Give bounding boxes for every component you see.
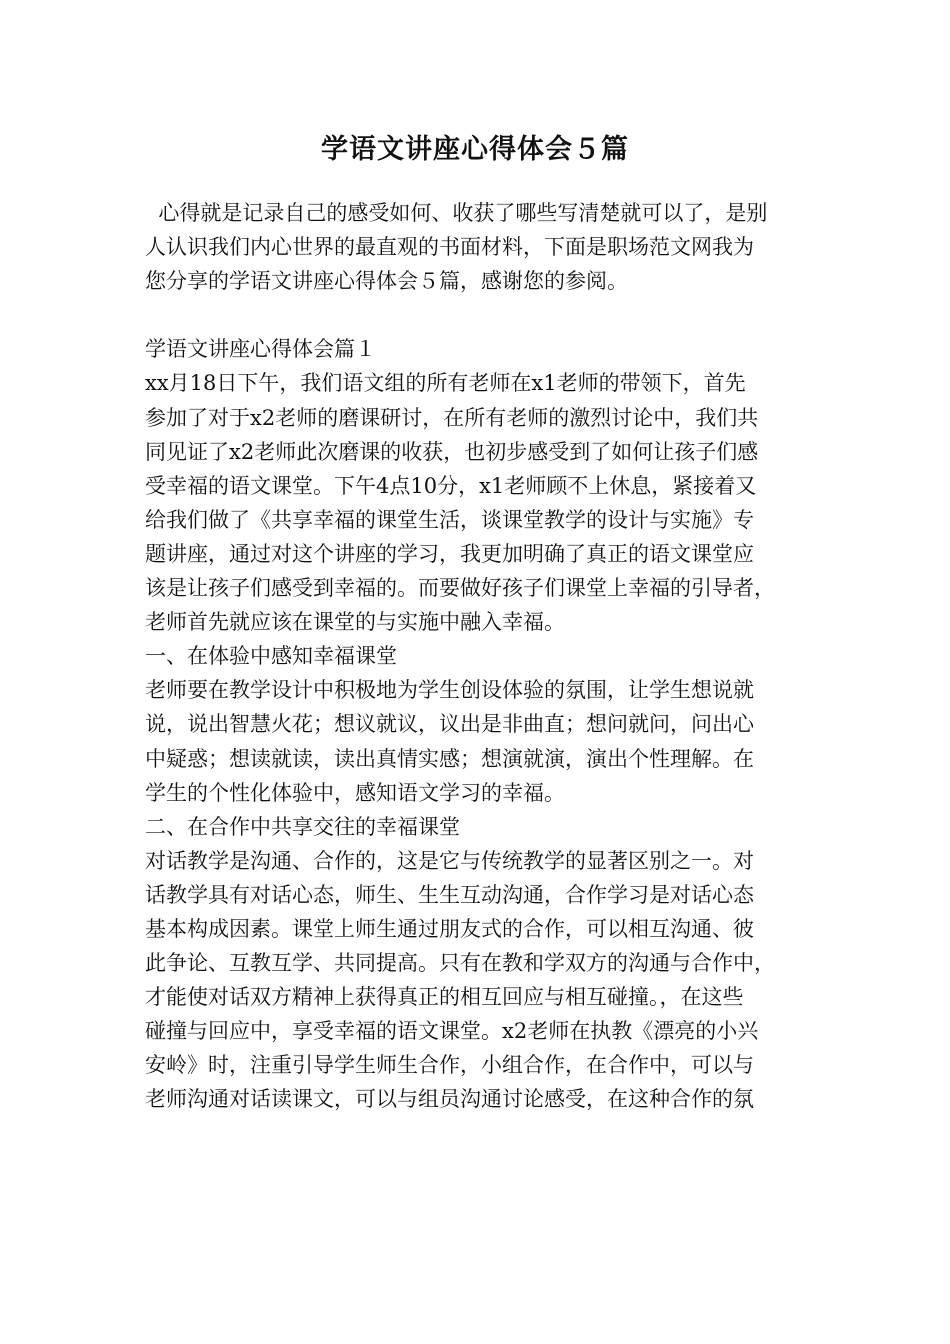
paragraph-spacer [145,298,825,332]
body-line: 安岭》时，注重引导学生师生合作，小组合作，在合作中，可以与 [145,1053,754,1078]
body-line: 该是让孩子们感受到幸福的。而要做好孩子们课堂上幸福的引导者， [145,576,775,601]
body-line: 此争论、互教互学、共同提高。只有在教和学双方的沟通与合作中， [145,951,775,976]
body-line: 题讲座，通过对这个讲座的学习，我更加明确了真正的语文课堂应 [145,541,754,566]
subheading-1: 一、在体验中感知幸福课堂 [145,644,397,669]
section-body [145,366,825,1116]
body-line: 给我们做了《共享幸福的课堂生活，谈课堂教学的设计与实施》专 [145,507,754,532]
body-line: 同见证了x2老师此次磨课的收获，也初步感受到了如何让孩子们感 [145,439,759,464]
subheading-2: 二、在合作中共享交往的幸福课堂 [145,814,460,839]
body-line: 老师要在教学设计中积极地为学生创设体验的氛围，让学生想说就 [145,678,754,703]
body-line: 老师首先就应该在课堂的与实施中融入幸福。 [145,610,565,635]
intro-line: 心得就是记录自己的感受如何、收获了哪些写清楚就可以了，是别 [145,201,768,225]
body-line: 基本构成因素。课堂上师生通过朋友式的合作，可以相互沟通、彼 [145,916,754,941]
intro-line: 人认识我们内心世界的最直观的书面材料，下面是职场范文网我为 [145,235,754,260]
body-line: 老师沟通对话读课文，可以与组员沟通讨论感受，在这种合作的氛 [145,1087,754,1112]
intro-paragraph [145,196,825,298]
body-line: 学生的个性化体验中，感知语文学习的幸福。 [145,780,565,805]
document-body [145,196,825,1117]
document-title: 学语文讲座心得体会５篇 [321,134,629,165]
body-line: 受幸福的语文课堂。下午4点10分，x1老师顾不上休息，紧接着又 [145,473,757,498]
body-line: xx月18日下午，我们语文组的所有老师在x1老师的带领下，首先 [145,371,746,396]
section-heading: 学语文讲座心得体会篇１ [145,337,376,362]
body-line: 话教学具有对话心态，师生、生生互动沟通，合作学习是对话心态 [145,882,754,907]
body-line: 才能使对话双方精神上获得真正的相互回应与相互碰撞。，在这些 [145,985,744,1010]
body-line: 碰撞与回应中，享受幸福的语文课堂。x2老师在执教《漂亮的小兴 [145,1019,759,1044]
intro-line: 您分享的学语文讲座心得体会５篇，感谢您的参阅。 [145,269,628,294]
body-line: 参加了对于x2老师的磨课研讨，在所有老师的激烈讨论中，我们共 [145,405,759,430]
body-line: 中疑惑；想读就读，读出真情实感；想演就演，演出个性理解。在 [145,746,754,771]
body-line: 对话教学是沟通、合作的，这是它与传统教学的显著区别之一。对 [145,848,754,873]
body-line: 说，说出智慧火花；想议就议，议出是非曲直；想问就问，问出心 [145,712,754,737]
